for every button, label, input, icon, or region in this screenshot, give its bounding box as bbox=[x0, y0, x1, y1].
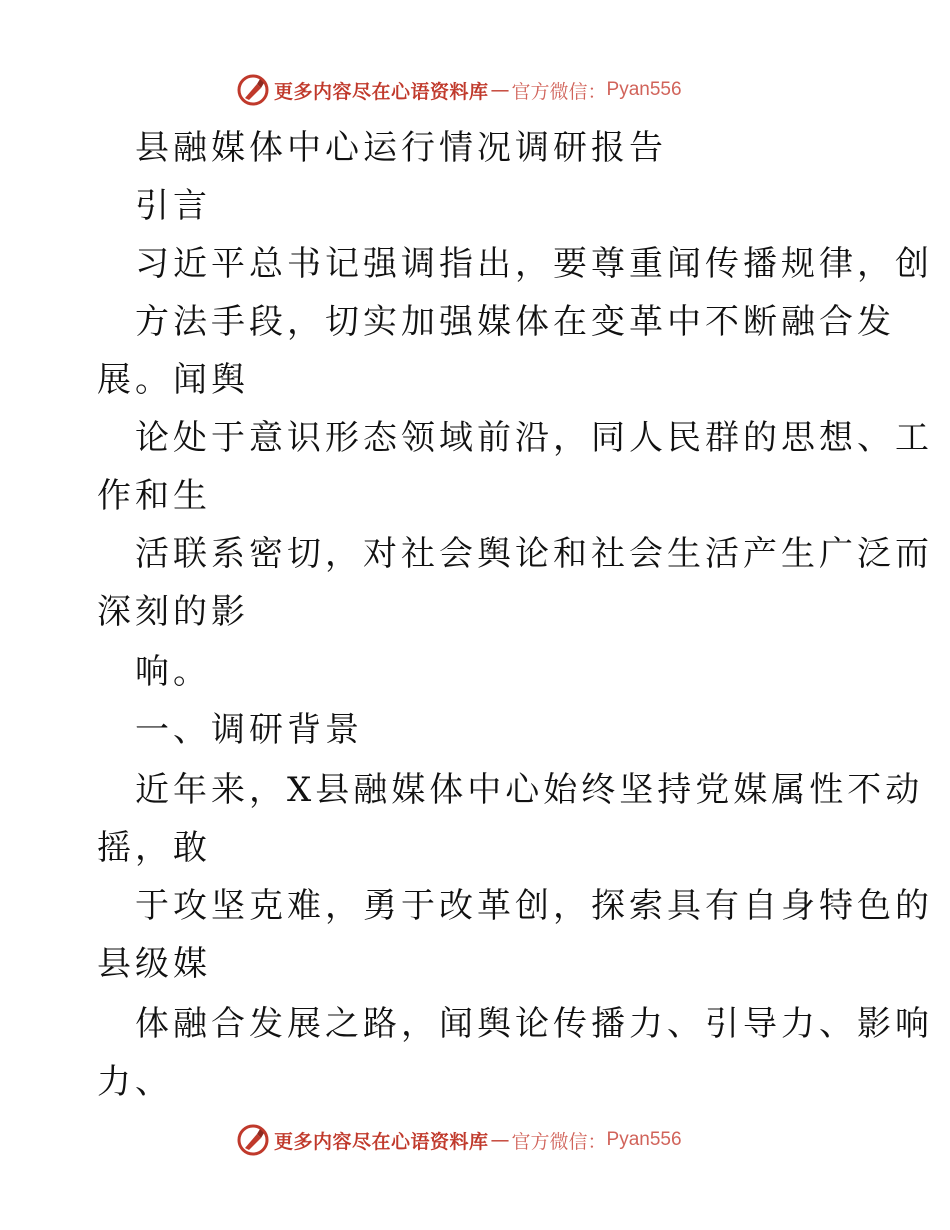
document-title: 县融媒体中心运行情况调研报告 bbox=[135, 128, 667, 168]
pen-nib-circle-icon bbox=[236, 73, 270, 107]
section-heading-intro: 引言 bbox=[135, 186, 211, 226]
paragraph-line: 县级媒 bbox=[97, 944, 211, 984]
paragraph-line: 习近平总书记强调指出，要尊重闻传播规律，创 bbox=[135, 244, 933, 284]
watermark-separator: — bbox=[490, 79, 510, 101]
pen-nib-circle-icon bbox=[236, 1123, 270, 1157]
paragraph-line: 深刻的影 bbox=[97, 592, 249, 632]
paragraph-line: 体融合发展之路，闻舆论传播力、引导力、影响 bbox=[135, 1004, 933, 1044]
watermark-header bbox=[236, 72, 682, 108]
paragraph-line: 活联系密切，对社会舆论和社会生活产生广泛而 bbox=[135, 534, 933, 574]
section-heading-background: 一、调研背景 bbox=[135, 710, 363, 750]
paragraph-line: 论处于意识形态领域前沿，同人民群的思想、工 bbox=[135, 418, 933, 458]
watermark-id: Pyan556 bbox=[606, 79, 682, 100]
watermark-footer bbox=[236, 1122, 682, 1158]
watermark-label: 官方微信： bbox=[511, 1130, 607, 1153]
watermark-id: Pyan556 bbox=[606, 1129, 682, 1150]
watermark-main-text: 更多内容尽在心语资料库 bbox=[274, 1130, 489, 1153]
paragraph-line: 于攻坚克难，勇于改革创，探索具有自身特色的 bbox=[135, 886, 933, 926]
paragraph-line: 展。闻舆 bbox=[97, 360, 249, 400]
paragraph-line: 近年来，X县融媒体中心始终坚持党媒属性不动 bbox=[135, 770, 924, 810]
paragraph-line: 作和生 bbox=[97, 476, 211, 516]
paragraph-line: 响。 bbox=[135, 652, 211, 692]
paragraph-line: 摇，敢 bbox=[97, 828, 211, 868]
watermark-separator: — bbox=[490, 1129, 510, 1151]
watermark-label: 官方微信： bbox=[511, 80, 607, 103]
paragraph-line: 方法手段，切实加强媒体在变革中不断融合发 bbox=[135, 302, 895, 342]
paragraph-line: 力、 bbox=[97, 1062, 173, 1102]
watermark-main-text: 更多内容尽在心语资料库 bbox=[274, 80, 489, 103]
